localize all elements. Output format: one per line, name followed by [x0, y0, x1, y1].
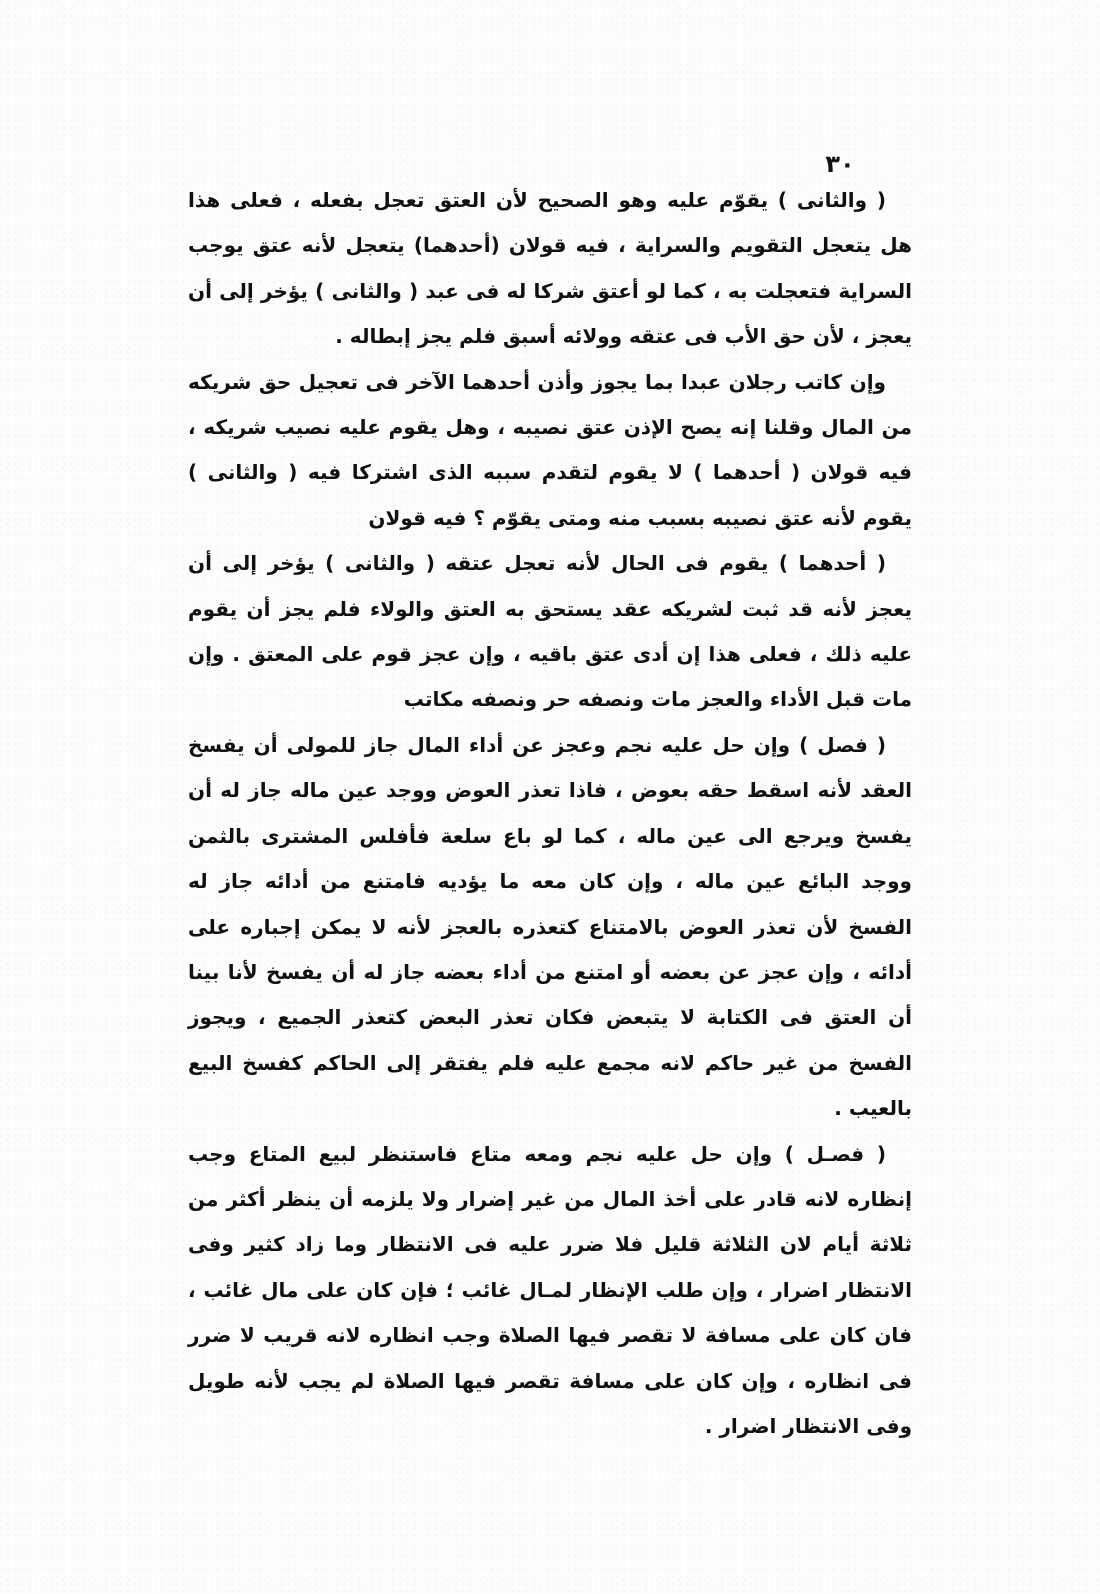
paragraph-3: ( أحدهما ) يقوم فى الحال لأنه تعجل عتقه ( والثانى ) يؤخر إلى أن يعجز لأنه قد ثبت لشريكه عقد يستحق به العتق والولاء فلم يجز أن يقوم عليه ذلك ، فعلى هذا إن أدى عتق باقيه ، وإن عجز قوم على المعتق . وإن مات قبل الأداء والعجز مات ونصفه حر ونصفه مكاتب [188, 551, 912, 712]
paragraph-1: ( والثانى ) يقوّم عليه وهو الصحيح لأن العتق تعجل بفعله ، فعلى هذا هل يتعجل التقويم والسراية ، فيه قولان (أحدهما) يتعجل لأنه عتق يوجب السراية فتعجلت به ، كما لو أعتق شركا له فى عبد ( والثانى ) يؤخر إلى أن يعجز ، لأن حق الأب فى عتقه وولائه أسبق فلم يجز إبطاله . [188, 188, 912, 349]
paragraph-2: وإن كاتب رجلان عبدا بما يجوز وأذن أحدهما الآخر فى تعجيل حق شريكه من المال وقلنا إنه يصح الإذن عتق نصيبه ، وهل يقوم عليه نصيب شريكه ، فيه قولان ( أحدهما ) لا يقوم لتقدم سببه الذى اشتركا فيه ( والثانى ) يقوم لأنه عتق نصيبه بسبب منه ومتى يقوّم ؟ فيه قولان [188, 369, 912, 530]
page-number: ٣٠ [825, 150, 855, 178]
paragraph-5: ( فصـل ) وإن حل عليه نجم ومعه متاع فاستنظر لبيع المتاع وجب إنظاره لانه قادر على أخذ المال من غير إضرار ولا يلزمه أن ينظر أكثر من ثلاثة أيام لان الثلاثة قليل فلا ضرر عليه فى الانتظار وما زاد كثير وفى الانتظار اضرار ، وإن طلب الإنظار لمـال غائب ؛ فإن كان على مال غائب ، فان كان على مسافة لا تقصر فيها الصلاة وجب انظاره لانه قريب لا ضرر فى انظاره ، وإن كان على مسافة تقصر فيها الصلاة لم يجب لأنه طويل وفى الانتظار اضرار . [188, 1141, 912, 1438]
document-body [188, 178, 912, 1449]
paragraph-4: ( فصل ) وإن حل عليه نجم وعجز عن أداء المال جاز للمولى أن يفسخ العقد لأنه اسقط حقه بعوض ، فاذا تعذر العوض ووجد عين ماله جاز له أن يفسخ ويرجع الى عين ماله ، كما لو باع سلعة فأفلس المشترى بالثمن ووجد البائع عين ماله ، وإن كان معه ما يؤديه فامتنع من أدائه جاز له الفسخ لأن تعذر العوض بالامتناع كتعذره بالعجز لأنه لا يمكن إجباره على أدائه ، وإن عجز عن بعضه أو امتنع من أداء بعضه جاز له أن يفسخ لأنا بينا أن العتق فى الكتابة لا يتبعض فكان تعذر البعض كتعذر الجميع ، ويجوز الفسخ من غير حاكم لانه مجمع عليه فلم يفتقر إلى الحاكم كفسخ البيع بالعيب . [188, 732, 912, 1121]
